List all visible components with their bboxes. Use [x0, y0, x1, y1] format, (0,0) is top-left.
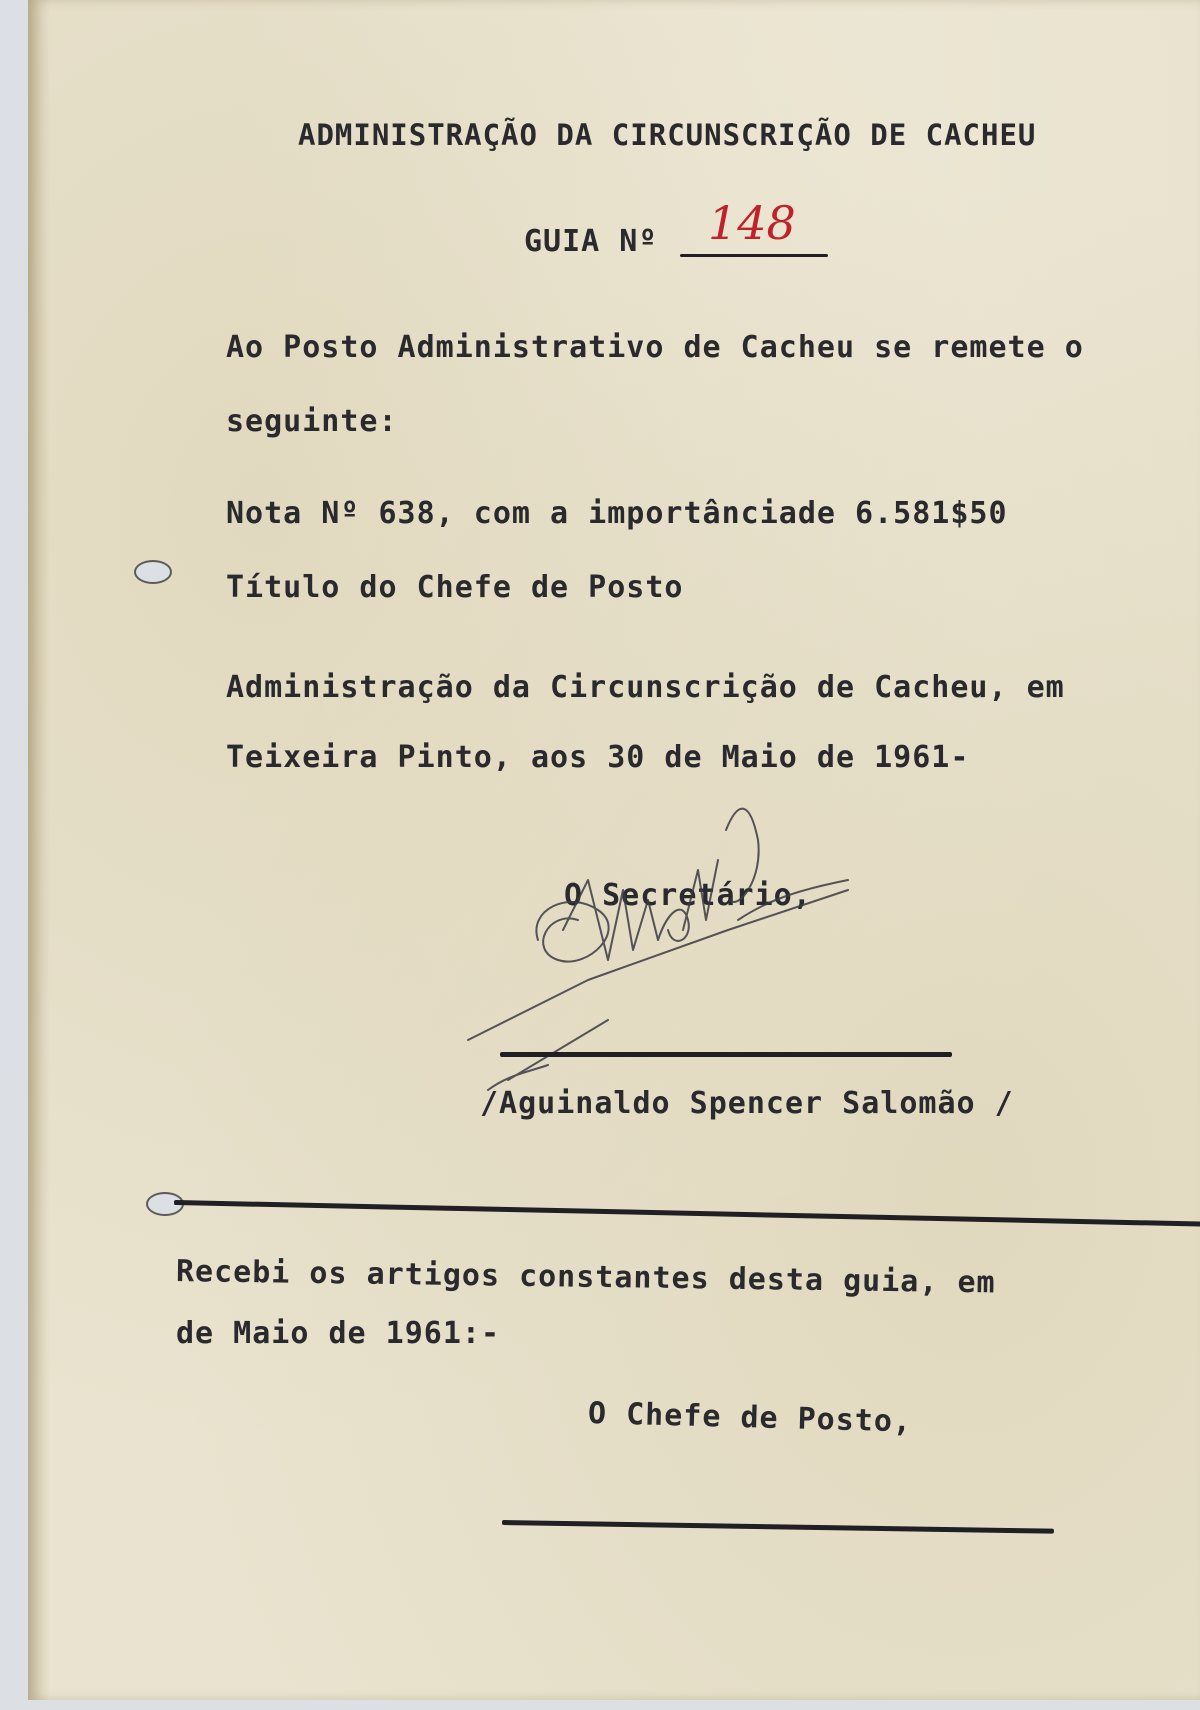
guia-label: GUIA Nº: [524, 224, 658, 259]
secretary-name: /Aguinaldo Spencer Salomão /: [480, 1086, 1014, 1121]
handwritten-signature: [468, 760, 888, 1140]
nota-line: Nota Nº 638, com a importânciade 6.581$50: [226, 496, 1008, 531]
secretary-title: O Secretário,: [564, 878, 812, 913]
receipt-line-2: de Maio de 1961:-: [176, 1316, 501, 1351]
chefe-title: O Chefe de Posto,: [587, 1396, 913, 1440]
staple-hole-top: [134, 560, 172, 584]
receipt-line-1: Recebi os artigos constantes desta guia, em: [175, 1254, 996, 1301]
guia-number-underline: [680, 254, 828, 257]
document-page: [28, 0, 1200, 1700]
place-date-line-2: Teixeira Pinto, aos 30 de Maio de 1961-: [226, 740, 970, 775]
section-divider: [174, 1200, 1200, 1227]
titulo-line: Título do Chefe de Posto: [226, 570, 684, 605]
body-line-2: seguinte:: [226, 404, 398, 439]
secretary-signature-line: [500, 1052, 952, 1057]
document-title: ADMINISTRAÇÃO DA CIRCUNSCRIÇÃO DE CACHEU: [298, 118, 1037, 152]
guia-number: 148: [708, 196, 796, 250]
chefe-signature-line: [502, 1520, 1054, 1534]
place-date-line-1: Administração da Circunscrição de Cacheu, em: [226, 670, 1065, 705]
body-line-1: Ao Posto Administrativo de Cacheu se remete o: [226, 330, 1084, 365]
